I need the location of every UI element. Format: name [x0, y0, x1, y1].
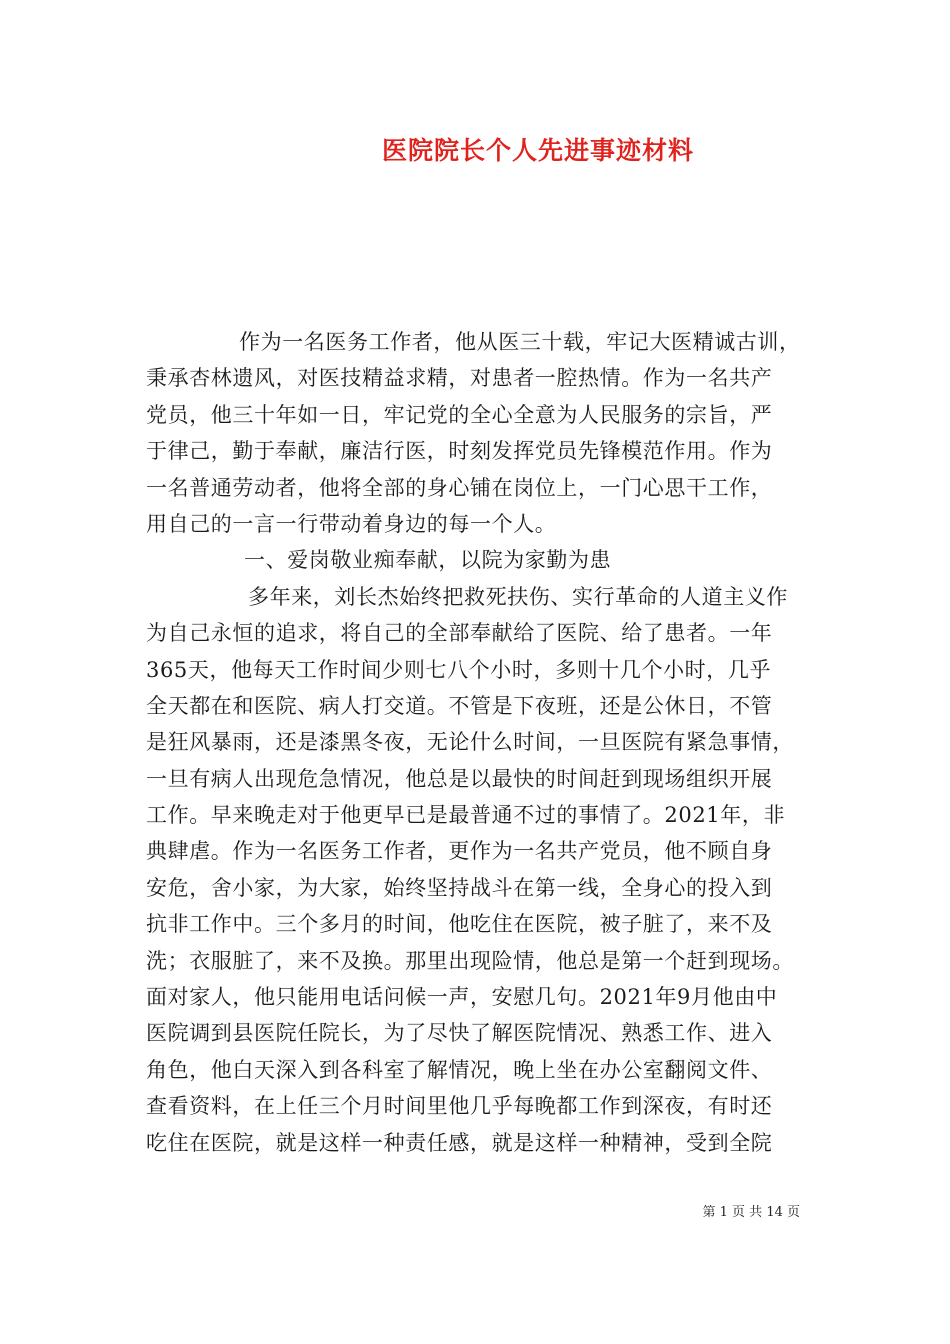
paragraph-line: 全天都在和医院、病人打交道。不管是下夜班，还是公休日，不管 [146, 693, 773, 718]
paragraph-line: 医院调到县医院任院长，为了尽快了解医院情况、熟悉工作、进入 [146, 1021, 773, 1046]
paragraph-line: 多年来，刘长杰始终把救死扶伤、实行革命的人道主义作 [248, 584, 788, 609]
paragraph-line: 为自己永恒的追求，将自己的全部奉献给了医院、给了患者。一年 [146, 621, 773, 646]
paragraph-line: 一旦有病人出现危急情况，他总是以最快的时间赶到现场组织开展 [146, 766, 773, 791]
paragraph-line: 工作。早来晚走对于他更早已是最普通不过的事情了。2021年，非 [146, 803, 786, 828]
paragraph-line: 面对家人，他只能用电话问候一声，安慰几句。2021年9月他由中 [146, 985, 778, 1010]
paragraph-line: 典肆虐。作为一名医务工作者，更作为一名共产党员，他不顾自身 [146, 839, 773, 864]
paragraph-line: 洗；衣服脏了，来不及换。那里出现险情，他总是第一个赶到现场。 [146, 948, 794, 973]
paragraph-line: 秉承杏林遗风，对医技精益求精，对患者一腔热情。作为一名共产 [146, 366, 773, 391]
section-heading: 一、爱岗敬业痴奉献，以院为家勤为患 [244, 548, 612, 573]
paragraph-line: 作为一名医务工作者，他从医三十载，牢记大医精诚古训， [239, 330, 801, 354]
paragraph-line: 查看资料，在上任三个月时间里他几乎每晚都工作到深夜，有时还 [146, 1094, 773, 1119]
paragraph-line: 365天，他每天工作时间少则七八个小时，多则十几个小时，几乎 [146, 657, 772, 682]
page-number: 第 1 页 共 14 页 [702, 1205, 800, 1220]
document-body [146, 324, 826, 1161]
paragraph-line: 安危，舍小家，为大家，始终坚持战斗在第一线，全身心的投入到 [146, 875, 773, 900]
paragraph-line: 角色，他白天深入到各科室了解情况，晚上坐在办公室翻阅文件、 [146, 1057, 773, 1082]
paragraph-line: 吃住在医院，就是这样一种责任感，就是这样一种精神，受到全院 [146, 1130, 773, 1155]
paragraph-line: 是狂风暴雨，还是漆黑冬夜，无论什么时间，一旦医院有紧急事情， [146, 730, 794, 755]
paragraph-line: 用自己的一言一行带动着身边的每一个人。 [146, 511, 557, 536]
paragraph-line: 于律己，勤于奉献，廉洁行医，时刻发挥党员先锋模范作用。作为 [146, 439, 773, 464]
paragraph-line: 抗非工作中。三个多月的时间，他吃住在医院，被子脏了，来不及 [146, 912, 773, 937]
paragraph-line: 党员，他三十年如一日，牢记党的全心全意为人民服务的宗旨，严 [146, 402, 773, 427]
paragraph-line: 一名普通劳动者，他将全部的身心铺在岗位上，一门心思干工作， [146, 475, 773, 500]
document-title: 医院院长个人先进事迹材料 [381, 136, 694, 165]
